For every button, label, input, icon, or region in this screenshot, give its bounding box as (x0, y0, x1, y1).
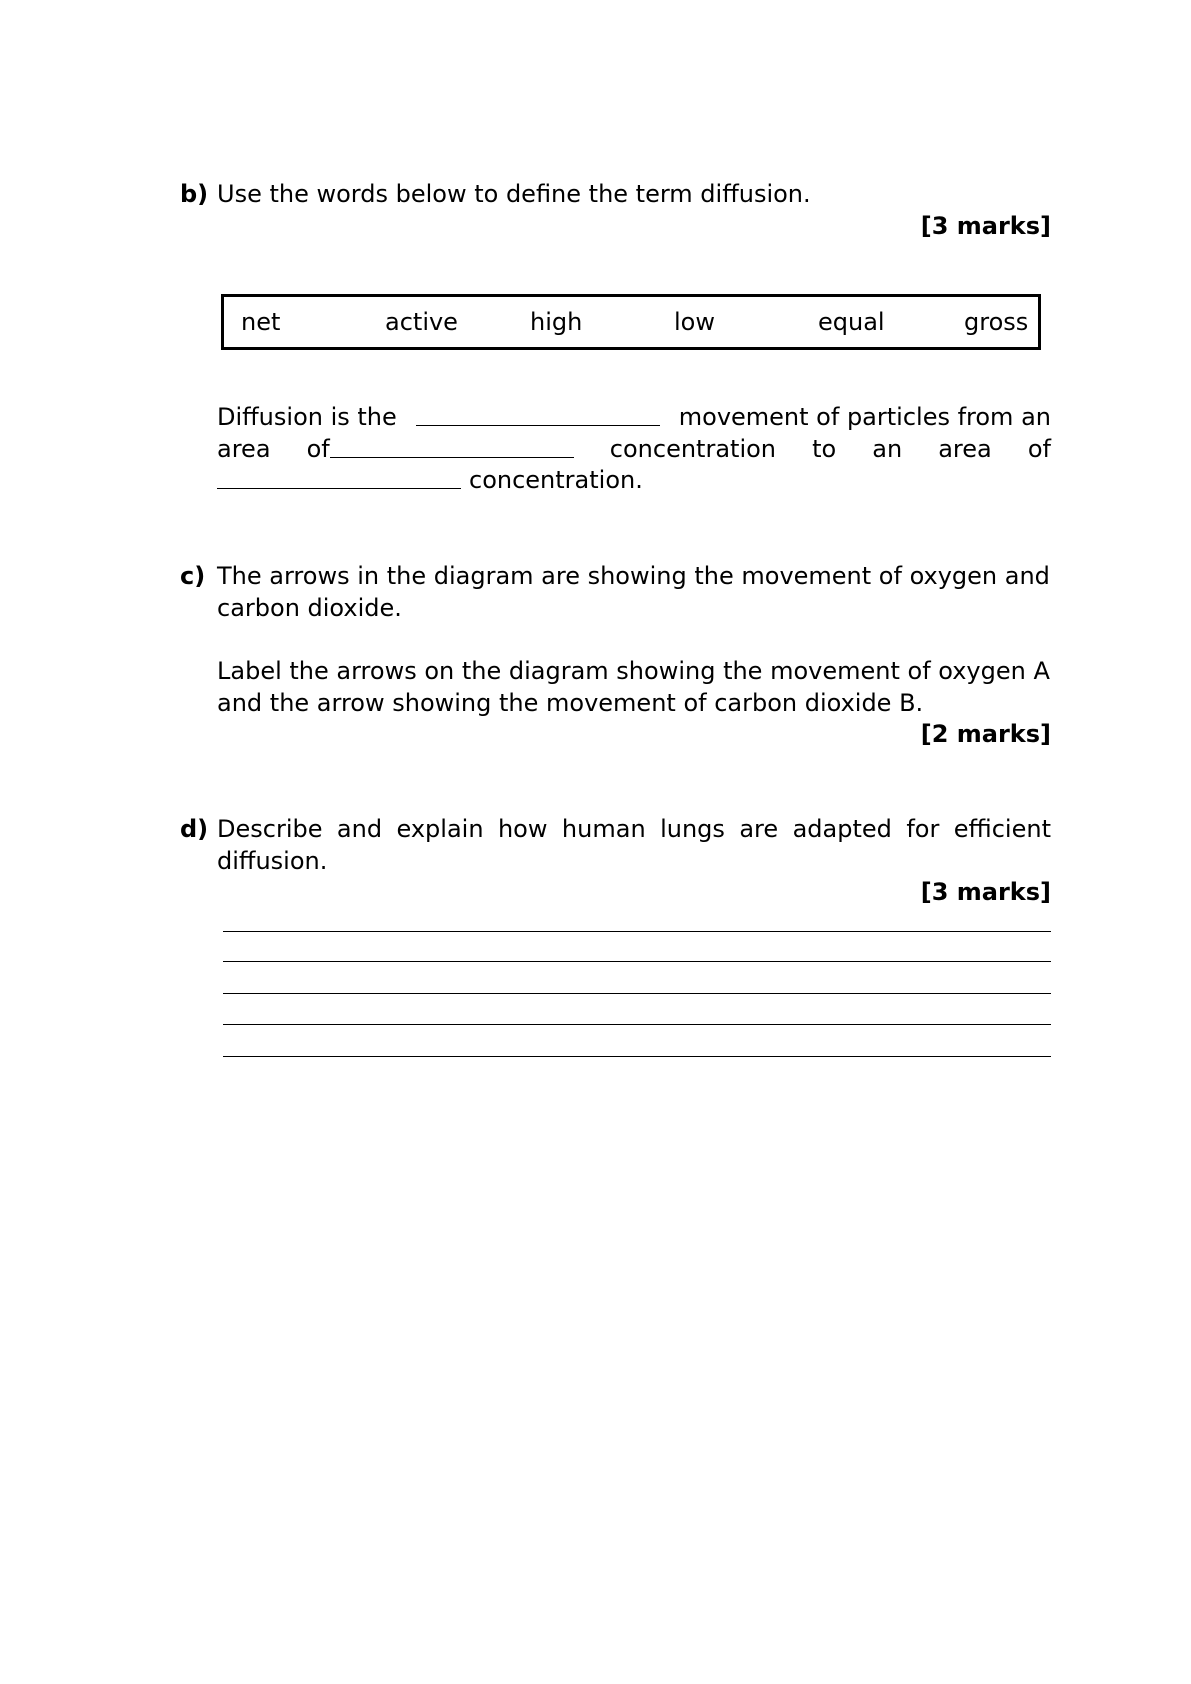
sentence-text: of (306, 435, 330, 463)
word-bank (221, 294, 1041, 350)
word-bank-item: net (241, 308, 281, 336)
answer-line[interactable] (223, 961, 1051, 962)
answer-line[interactable] (223, 1024, 1051, 1025)
question-label-c: c) (180, 562, 206, 590)
sentence-text: movement of particles from an (678, 403, 1051, 431)
answer-blank[interactable] (416, 405, 660, 426)
question-d-text: Describe and explain how human lungs are adapted for efficient (217, 815, 1051, 843)
sentence-text: Diffusion is the (217, 403, 397, 431)
question-b-text: Use the words below to define the term diffusion. (217, 180, 811, 208)
word-bank-item: gross (964, 308, 1029, 336)
answer-line[interactable] (223, 993, 1051, 994)
sentence-text: area (938, 435, 992, 463)
sentence-text: concentration. (469, 466, 643, 494)
marks-d: [3 marks] (920, 878, 1051, 906)
diffusion-sentence-line-3 (217, 468, 643, 492)
answer-line[interactable] (223, 931, 1051, 932)
diffusion-sentence-line-1 (217, 405, 1051, 429)
word-bank-item: equal (818, 308, 885, 336)
answer-blank[interactable] (217, 468, 461, 489)
question-c-line-3: Label the arrows on the diagram showing the movement of oxygen A (217, 657, 1050, 685)
question-c-line-4: and the arrow showing the movement of carbon dioxide B. (217, 689, 924, 717)
answer-blank[interactable] (330, 437, 574, 458)
sentence-text: concentration (609, 435, 777, 463)
diffusion-sentence-line-2 (217, 437, 1051, 461)
answer-line[interactable] (223, 1056, 1051, 1057)
question-c-line-2: carbon dioxide. (217, 594, 402, 622)
question-c-line-1: The arrows in the diagram are showing the movement of oxygen and (217, 562, 1050, 590)
word-bank-item: low (674, 308, 715, 336)
sentence-text: to (812, 435, 837, 463)
question-d-line-2: diffusion. (217, 847, 328, 875)
marks-c: [2 marks] (920, 720, 1051, 748)
sentence-text: area (217, 435, 271, 463)
sentence-text: an (872, 435, 903, 463)
sentence-text: of (1027, 435, 1051, 463)
sentence-fragment (307, 437, 574, 461)
question-d-line-1 (217, 817, 1051, 841)
word-bank-item: active (385, 308, 458, 336)
marks-b: [3 marks] (920, 212, 1051, 240)
question-label-d: d) (180, 815, 209, 843)
question-label-b: b) (180, 180, 209, 208)
word-bank-item: high (530, 308, 583, 336)
